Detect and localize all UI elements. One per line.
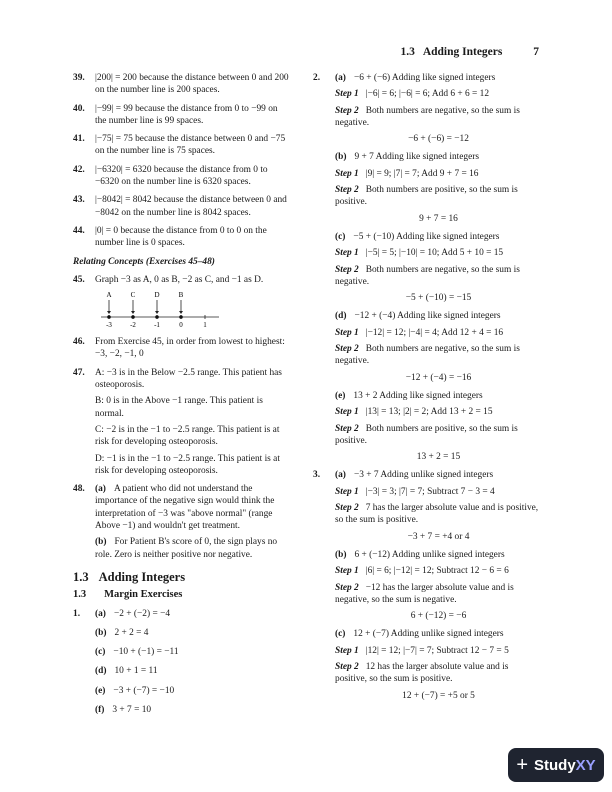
part-label: (b) [335, 549, 347, 560]
part-label: (b) [95, 537, 107, 548]
step-2 [335, 184, 542, 209]
solution-part-e [335, 390, 542, 463]
exercise-number: 39. [73, 73, 85, 83]
step-2 [335, 343, 542, 368]
step-1 [335, 247, 542, 259]
step-label: Step 1 [335, 89, 359, 100]
patient-b-text: B: 0 is in the Above −1 range. This patient is normal. [95, 396, 263, 419]
step-1 [335, 645, 542, 657]
step-text: |−6| = 6; |−6| = 6; Add 6 + 6 = 12 [365, 89, 490, 100]
exercise-text: |−6320| = 6320 because the distance from 0 to −6320 on the number line is 6320 spaces. [95, 164, 268, 188]
step-label: Step 2 [335, 185, 359, 196]
step-text: 7 has the larger absolute value and is positive, so the sum is positive. [335, 503, 539, 526]
step-label: Step 1 [335, 645, 359, 656]
arrow-head [131, 311, 135, 314]
step-text: |12| = 12; |−7| = 7; Subtract 12 − 7 = 5 [365, 645, 509, 656]
part-label: (b) [335, 152, 347, 163]
step-1 [335, 168, 542, 180]
exercise-text: |−99| = 99 because the distance from 0 to −99 on the number line is 99 spaces. [95, 103, 278, 126]
part-expression: 13 + 2 Adding like signed integers [353, 390, 483, 401]
part-text: For Patient B's score of 0, the sign plays no role. Zero is neither positive nor negative. [95, 537, 278, 560]
step-2 [335, 105, 542, 130]
exercise-43 [73, 194, 291, 219]
exercise-number: 40. [73, 103, 85, 114]
part-a [95, 483, 291, 532]
step-2 [335, 264, 542, 289]
step-text: Both numbers are negative, so the sum is negative. [335, 344, 520, 367]
margin-exercise-item [95, 704, 291, 716]
subsection-title: Margin Exercises [104, 589, 183, 601]
exercise-40 [73, 103, 291, 128]
part-label: (e) [335, 390, 346, 401]
step-label: Step 1 [335, 407, 359, 418]
part-label: (c) [335, 629, 346, 640]
margin-exercise-item [95, 627, 291, 639]
exercise-2 [313, 72, 542, 463]
result-equation: 13 + 2 = 15 [416, 452, 461, 463]
step-text: |−5| = 5; |−10| = 10; Add 5 + 10 = 15 [365, 248, 504, 259]
part-label: (a) [335, 73, 346, 83]
exercise-number: 46. [73, 337, 85, 348]
patient-d-text: D: −1 is in the −1 to −2.5 range. This patient is at risk for developing osteoporosis. [95, 453, 280, 476]
exercise-number: 45. [73, 274, 85, 285]
step-text: −12 has the larger absolute value and is negative, so the sum is negative. [335, 582, 514, 605]
step-label: Step 1 [335, 327, 359, 338]
solution-part-b [335, 549, 542, 622]
exercise-42 [73, 164, 291, 189]
result-equation: 6 + (−12) = −6 [410, 611, 467, 622]
part-heading [335, 549, 542, 561]
subsection-number: 1.3 [73, 589, 87, 601]
margin-exercise-item [95, 685, 291, 697]
step-label: Step 2 [335, 344, 359, 355]
part-expression: 6 + (−12) Adding unlike signed integers [354, 549, 505, 560]
header-section: 1.3 [400, 46, 415, 58]
section-title: Adding Integers [98, 569, 186, 584]
part-text: −10 + (−1) = −11 [113, 647, 179, 658]
part-text: 2 + 2 = 4 [114, 627, 149, 638]
step-label: Step 1 [335, 566, 359, 577]
result-equation: −3 + 7 = +4 or 4 [407, 531, 470, 542]
result-equation: −6 + (−6) = −12 [408, 134, 469, 145]
exercise-3 [313, 469, 542, 701]
brand-name-suffix: XY [575, 756, 596, 774]
exercise-45 [73, 274, 291, 330]
step-label: Step 2 [335, 105, 359, 116]
exercise-text: |200| = 200 because the distance between 0 and 200 on the number line is 200 spaces. [95, 73, 289, 96]
point-letter: D [154, 291, 160, 300]
part-expression: 9 + 7 Adding like signed integers [354, 152, 480, 163]
solution-part-c [335, 628, 542, 701]
part-expression: −12 + (−4) Adding like signed integers [354, 311, 501, 322]
graphed-point [107, 315, 111, 319]
left-column [73, 72, 291, 723]
step-2 [335, 423, 542, 448]
step-label: Step 2 [335, 582, 359, 593]
exercise-46 [73, 336, 291, 361]
arrow-head [107, 311, 111, 314]
page-header [400, 46, 539, 58]
result-equation: −5 + (−10) = −15 [405, 293, 472, 304]
part-label: (b) [95, 627, 107, 638]
exercise-number: 3. [313, 470, 321, 481]
part-heading [335, 390, 542, 402]
result-equation: 9 + 7 = 16 [419, 213, 458, 224]
part-b [95, 536, 291, 561]
subsection-heading [73, 589, 291, 601]
part-label: (d) [335, 311, 347, 322]
margin-exercise-item [95, 665, 291, 677]
exercise-number: 1. [73, 608, 81, 619]
patient-c-text: C: −2 is in the −1 to −2.5 range. This patient is at risk for developing osteoporosis. [95, 424, 280, 448]
step-text: Both numbers are negative, so the sum is negative. [335, 105, 520, 128]
exercise-text: Graph −3 as A, 0 as B, −2 as C, and −1 as D. [95, 274, 264, 285]
arrow-head [179, 311, 183, 314]
exercise-number: 48. [73, 484, 85, 495]
section-number: 1.3 [73, 569, 89, 584]
result-equation: −12 + (−4) = −16 [405, 372, 472, 383]
arrow-head [155, 311, 159, 314]
number-line-tick-label: -1 [154, 321, 160, 330]
exercise-text: From Exercise 45, in order from lowest to highest: −3, −2, −1, 0 [95, 337, 285, 360]
part-text: A patient who did not understand the importance of the negative sign would think the interpretation of −3 was "above normal" (range Above −1) and wouldn't get treatment. [95, 484, 275, 532]
part-heading [335, 151, 542, 163]
part-heading [335, 310, 542, 322]
step-2 [335, 582, 542, 607]
step-1 [335, 486, 542, 498]
number-line-tick-label: 0 [179, 321, 183, 330]
part-expression: −3 + 7 Adding unlike signed integers [353, 470, 494, 481]
solution-part-b [335, 151, 542, 224]
step-text: |6| = 6; |−12| = 12; Subtract 12 − 6 = 6 [365, 566, 509, 577]
exercise-number: 47. [73, 367, 85, 378]
graphed-point [131, 315, 135, 319]
margin-exercise-item [95, 646, 291, 658]
brand-name: Study [534, 756, 576, 774]
step-text: Both numbers are positive, so the sum is positive. [335, 423, 518, 446]
part-label: (a) [95, 608, 106, 619]
exercise-text: |−75| = 75 because the distance between 0 and −75 on the number line is 75 spaces. [95, 134, 286, 157]
step-label: Step 2 [335, 264, 359, 275]
exercise-1 [73, 608, 291, 717]
exercise-number: 44. [73, 225, 85, 236]
graphed-point [155, 315, 159, 319]
plus-icon: + [516, 753, 528, 776]
part-expression: −5 + (−10) Adding like signed integers [353, 231, 500, 242]
part-expression: 12 + (−7) Adding unlike signed integers [353, 629, 504, 640]
part-heading [335, 72, 542, 84]
exercise-number: 41. [73, 134, 85, 145]
step-text: |13| = 13; |2| = 2; Add 13 + 2 = 15 [365, 407, 493, 418]
part-label: (c) [95, 647, 106, 658]
point-letter: B [178, 291, 184, 300]
part-label: (c) [335, 231, 346, 242]
part-heading [335, 231, 542, 243]
step-label: Step 2 [335, 423, 359, 434]
part-label: (f) [95, 704, 105, 715]
page-number: 7 [533, 46, 539, 58]
number-line-tick-label: -2 [130, 321, 136, 330]
part-label: (e) [95, 685, 106, 696]
right-column [313, 72, 542, 708]
step-text: |9| = 9; |7| = 7; Add 9 + 7 = 16 [365, 168, 479, 179]
relating-concepts-heading: Relating Concepts (Exercises 45–48) [73, 256, 215, 267]
point-letter: C [130, 291, 136, 300]
point-letter: A [106, 291, 112, 300]
step-label: Step 1 [335, 486, 359, 497]
result-equation: 12 + (−7) = +5 or 5 [402, 690, 475, 701]
studyxy-badge[interactable] [508, 748, 604, 782]
graphed-point [179, 315, 183, 319]
exercise-48 [73, 483, 291, 561]
number-line-svg [95, 290, 225, 330]
step-label: Step 2 [335, 503, 359, 514]
part-heading [335, 628, 542, 640]
step-2 [335, 502, 542, 527]
exercise-text: |0| = 0 because the distance from 0 to 0 on the number line is 0 spaces. [95, 225, 267, 249]
step-text: 12 has the larger absolute value and is positive, so the sum is positive. [335, 661, 509, 685]
part-text: 10 + 1 = 11 [114, 666, 158, 677]
part-text: −2 + (−2) = −4 [113, 608, 171, 619]
solution-part-a [335, 469, 542, 542]
header-title: Adding Integers [422, 46, 503, 58]
exercise-47 [73, 367, 291, 477]
step-label: Step 2 [335, 661, 359, 672]
exercise-number: 2. [313, 73, 321, 83]
step-1 [335, 327, 542, 339]
step-1 [335, 406, 542, 418]
section-heading [73, 571, 291, 583]
solution-part-d [335, 310, 542, 383]
part-expression: −6 + (−6) Adding like signed integers [353, 73, 496, 83]
exercise-number: 42. [73, 164, 85, 175]
step-text: Both numbers are negative, so the sum is negative. [335, 264, 520, 287]
exercise-41 [73, 133, 291, 158]
step-text: |−12| = 12; |−4| = 4; Add 12 + 4 = 16 [365, 327, 504, 338]
part-label: (d) [95, 666, 107, 677]
number-line-tick-label: -3 [106, 321, 112, 330]
part-label: (a) [95, 484, 106, 495]
exercise-number: 43. [73, 195, 85, 206]
number-line-tick-label: 1 [203, 321, 207, 330]
part-text: 3 + 7 = 10 [112, 704, 152, 715]
exercise-text: |−8042| = 8042 because the distance between 0 and −8042 on the number line is 8042 spaces. [95, 195, 287, 218]
number-line-graph [95, 290, 291, 330]
step-text: Both numbers are positive, so the sum is positive. [335, 185, 518, 208]
step-1 [335, 88, 542, 100]
solution-part-a [335, 72, 542, 145]
step-label: Step 1 [335, 168, 359, 179]
exercise-39 [73, 72, 291, 97]
margin-exercise-item [95, 608, 291, 620]
solution-part-c [335, 231, 542, 304]
step-label: Step 1 [335, 248, 359, 259]
patient-a-text: A: −3 is in the Below −2.5 range. This patient has osteoporosis. [95, 367, 282, 391]
step-text: |−3| = 3; |7| = 7; Subtract 7 − 3 = 4 [365, 486, 495, 497]
part-text: −3 + (−7) = −10 [113, 685, 175, 696]
part-heading [335, 469, 542, 481]
step-2 [335, 661, 542, 686]
exercise-44 [73, 225, 291, 250]
step-1 [335, 565, 542, 577]
part-label: (a) [335, 470, 346, 481]
